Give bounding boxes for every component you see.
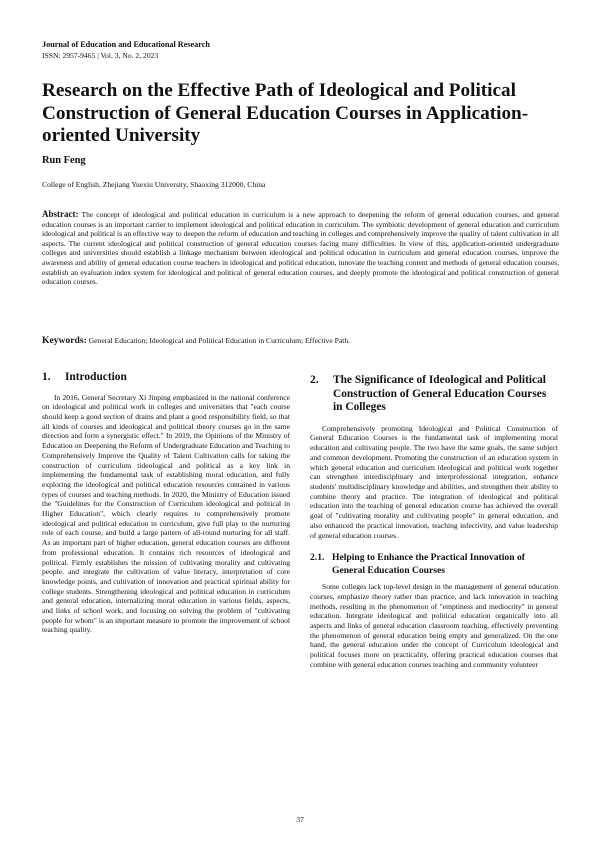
- section-2-1-heading: [310, 552, 558, 577]
- section-2-1-title: Helping to Enhance the Practical Innovation of General Education Courses: [332, 552, 525, 576]
- left-column: [42, 371, 290, 635]
- keywords: [42, 335, 559, 346]
- journal-name: Journal of Education and Educational Research: [42, 40, 210, 49]
- section-1-title: Introduction: [65, 371, 127, 383]
- section-2-paragraph: Comprehensively promoting Ideological and Political Construction of General Education Courses is the fundamental task of implementing moral education and cultivating people. The two have the same goals, the same subject and common development. Promoting the construction of an education system in which general education and curriculum ideological and political work together can strengthen interdisciplinary and interprofessional integration, enhance students' multidisciplinary knowledge and abilities, and strengthen their ability to combine theory and practice. The integration of ideological and political education into the teaching of general education course has achieved the overall goal of "cultivating morality and cultivating people" in general education, and also enhanced the practical innovation, teaching infectivity, and value leadership of general education courses.: [310, 423, 558, 540]
- abstract-text: The concept of ideological and political education in curriculum is a new approach to deepening the reform of general education courses, and general education courses is an important carrier to implement ideological and political education in curriculum. The symbiotic development of general education and curriculum ideological and political is an effective way to deepen the reform of education and teaching in colleges and comprehensively improve the quality of talent cultivation in all aspects. The current ideological and political construction of general education courses facing many difficulties. In view of this, application-oriented undergraduate colleges and universities should establish a linkage mechanism between ideological and political education in curriculum and general education courses, improve the awareness and ability of general education course teachers in ideological and political education, innovate the teaching content and methods of general education courses, establish an evaluation index system for ideological and political of general education courses, and deeply promote the ideological and political construction of general education courses.: [42, 210, 559, 287]
- abstract-label: Abstract:: [42, 209, 79, 219]
- keywords-text: General Education; Ideological and Political Education in Curriculum; Effective Path.: [88, 336, 351, 345]
- page-number: 37: [296, 815, 304, 824]
- section-2-number: 2.: [310, 374, 319, 386]
- keywords-label: Keywords:: [42, 335, 87, 346]
- issn-line: ISSN: 2957-9465 | Vol. 3, No. 2, 2023: [42, 51, 159, 60]
- paper-title: Research on the Effective Path of Ideological and Political Construction of General Education Courses in Application-oriented University: [42, 80, 529, 146]
- author-affiliation: College of English, Zhejiang Yuexiu University, Shaoxing 312000, China: [42, 180, 266, 189]
- section-1-paragraph: In 2016, General Secretary Xi Jinping emphasized in the national conference on ideological and political work in colleges and universities that "each course should keep a good section of drains and plant a good responsibility field, so that all kinds of courses and ideological and political theory courses go in the same direction and form a synergistic effect." In 2019, the Opinions of the Ministry of Education on Deepening the Reform of Undergraduate Education and Teaching to Comprehensively Improve the Quality of Talent Cultivation calls for taking the construction of curriculum tideological and political as a key link in implementing the fundamental task of establishing moral education, and fully exploring the ideological and political education resources contained in various types of courses and teaching methods. In 2020, the Ministry of Education issued the "Guidelines for the Construction of Curriculum ideological and political in Higher Education", which clearly requires to comprehensively promote ideological and political education in curriculum, give full play to the nurturing role of each course, and build a large pattern of all-round nurturing for all staff. As an important part of higher education, general education courses are different from professional education. It contains rich resources of ideological and political. Firmly establishes the mission of cultivating morality and cultivating people. and integrate the cultivation of value literacy, interpretation of core knowledge points, and cultivation of innovation and practical spiritual ability for college students. Strengthening ideological and political education in curriculum and general education, internalizing moral education in various fields, aspects, and links of school work, and focusing on solving the problem of "cultivating people for whom" is an important measure to promote the improvement of school teaching quality.: [42, 392, 290, 635]
- section-2-heading: [310, 374, 558, 415]
- section-1-number: 1.: [42, 371, 51, 383]
- section-1-heading: [42, 371, 290, 385]
- author-name: Run Feng: [42, 155, 86, 166]
- section-2-1-paragraph: Some colleges lack top-level design in the management of general education courses, emphasize theory rather than practice, and lack innovation in teaching methods, resulting in the phenomenon of "emptiness and mediocrity" in general education. Integrate ideological and political education organically into all aspects and links of general education classroom teaching, effectively preventing the phenomenon of general education being empty and generalized. On the one hand, the general education under the concept of Curriculum ideological and political focuses more on practicality, offering practical education courses that combine with general education courses teaching and community volunteer: [310, 582, 558, 669]
- abstract: [42, 210, 559, 287]
- right-column: [310, 374, 558, 670]
- section-2-title: The Significance of Ideological and Political Construction of General Education Courses in Colleges: [333, 374, 547, 414]
- section-2-1-number: 2.1.: [310, 552, 325, 564]
